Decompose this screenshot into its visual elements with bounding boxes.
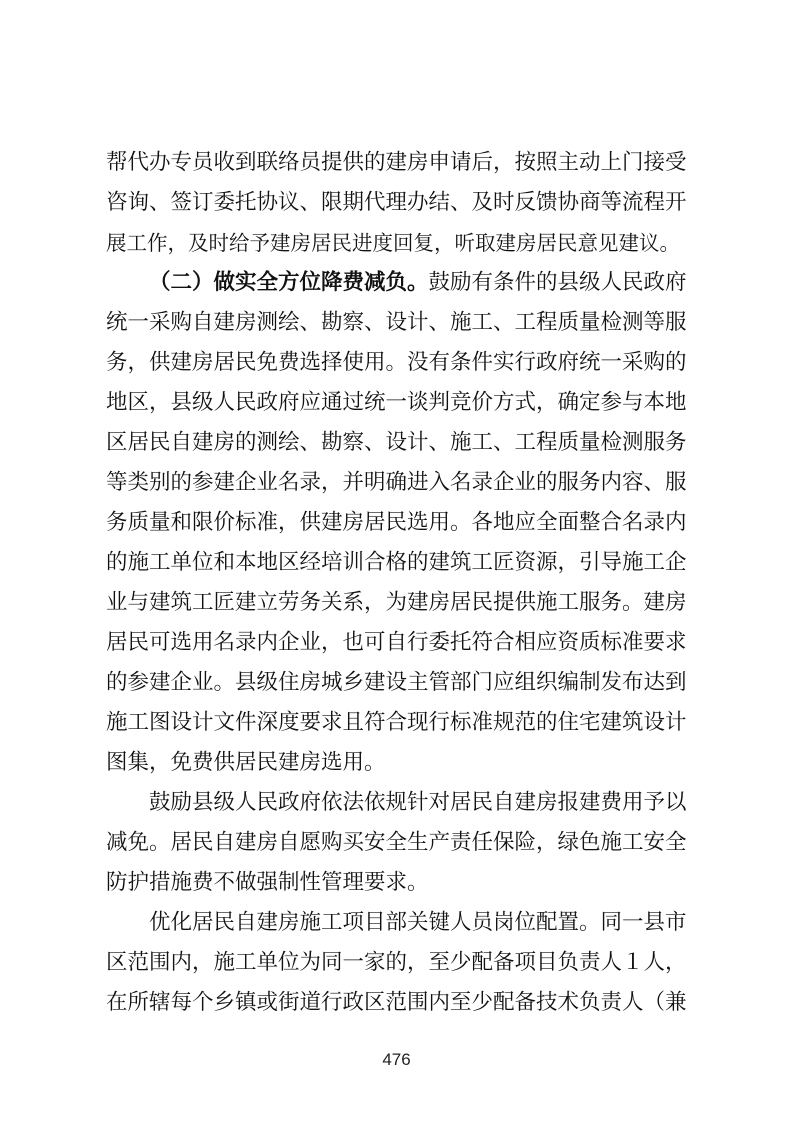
section-heading-line: （二）做实全方位降费减负。鼓励有条件的县级人民政府 (149, 270, 687, 295)
text-line: 图集，免费供居民建房选用。 (106, 750, 386, 775)
text-line: 务，供建房居民免费选择使用。没有条件实行政府统一采购的 (106, 350, 687, 375)
text-line: 咨询、签订委托协议、限期代理办结、及时反馈协商等流程开 (106, 190, 687, 215)
text-line: 等类别的参建企业名录，并明确进入名录企业的服务内容、服 (106, 470, 687, 495)
section-heading: （二）做实全方位降费减负。 (149, 270, 429, 295)
text-line: 的施工单位和本地区经培训合格的建筑工匠资源，引导施工企 (106, 550, 687, 575)
text-line: 居民可选用名录内企业，也可自行委托符合相应资质标准要求 (106, 630, 687, 655)
text-line: 帮代办专员收到联络员提供的建房申请后，按照主动上门接受 (106, 150, 687, 175)
text-line: 务质量和限价标准，供建房居民选用。各地应全面整合名录内 (106, 510, 687, 535)
text-line: 区范围内，施工单位为同一家的，至少配备项目负责人１人， (106, 950, 687, 975)
text-line: 业与建筑工匠建立劳务关系，为建房居民提供施工服务。建房 (106, 590, 687, 615)
text-line: 在所辖每个乡镇或街道行政区范围内至少配备技术负责人（兼 (106, 990, 687, 1015)
text-line: 鼓励县级人民政府依法依规针对居民自建房报建费用予以 (149, 790, 687, 815)
text-line: 优化居民自建房施工项目部关键人员岗位配置。同一县市 (149, 910, 687, 935)
text-line: 地区，县级人民政府应通过统一谈判竞价方式，确定参与本地 (106, 390, 687, 415)
text-line: 施工图设计文件深度要求且符合现行标准规范的住宅建筑设计 (106, 710, 687, 735)
page-number: 476 (382, 1050, 411, 1069)
text-line: 展工作，及时给予建房居民进度回复，听取建房居民意见建议。 (106, 231, 680, 255)
text-line: 统一采购自建房测绘、勘察、设计、施工、工程质量检测等服 (106, 310, 687, 335)
text-line: 减免。居民自建房自愿购买安全生产责任保险，绿色施工安全 (106, 830, 687, 855)
text-line: 防护措施费不做强制性管理要求。 (106, 870, 429, 895)
text-line: 的参建企业。县级住房城乡建设主管部门应组织编制发布达到 (106, 670, 687, 695)
text-line: 区居民自建房的测绘、勘察、设计、施工、工程质量检测服务 (106, 430, 687, 455)
